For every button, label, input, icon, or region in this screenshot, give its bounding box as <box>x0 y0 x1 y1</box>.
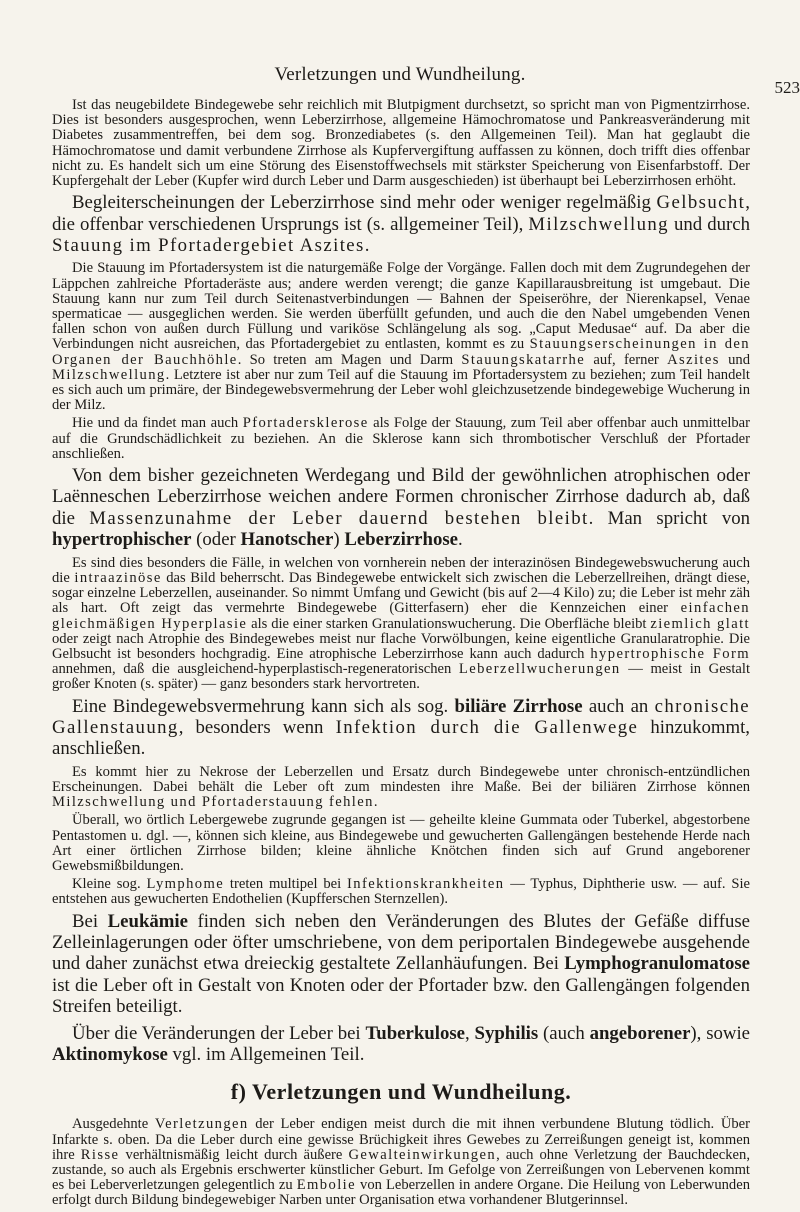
text-run: Bei <box>72 911 108 932</box>
spaced-emphasis: intraazinöse <box>74 570 161 586</box>
spaced-emphasis: ziemlich glatt <box>650 616 750 632</box>
paragraph <box>52 765 750 811</box>
text-run: (oder <box>191 529 240 550</box>
bold-term: Hanotscher <box>241 529 334 550</box>
text-run: Eine Bindegewebsvermehrung kann sich als sog. <box>72 696 455 717</box>
bold-term: Tuberkulose <box>365 1023 465 1044</box>
text-run: — meist in Gestalt großer Knoten (s. später) — ganz besonders stark hervortreten. <box>52 661 750 692</box>
text-run: annehmen, daß die ausgleichend-hyperplastisch-regeneratorischen <box>52 661 459 677</box>
bold-term: Syphilis <box>475 1023 539 1044</box>
text-run: Hie und da findet man auch <box>72 415 243 431</box>
text-run: . <box>374 794 378 810</box>
text-run: oder zeigt nach Atrophie des Bindegewebes meist nur flache Vorwölbungen, keine eigentliche Granularatrophie. Die Gelbsucht ist besonders hochgradig. Eine atrophische Leberzirrhose kann auch dadurch <box>52 631 750 662</box>
text-run: Begleiterscheinungen der Leberzirrhose sind mehr oder weniger regelmäßig <box>72 192 657 213</box>
text-run: auf, ferner <box>585 352 667 368</box>
spaced-emphasis: einfachen gleichmäßigen Hyperplasie <box>52 600 750 631</box>
paragraph <box>52 465 750 551</box>
text-run: vgl. im Allgemeinen Teil. <box>168 1044 365 1065</box>
text-run: als Folge der Stauung, zum Teil aber offenbar auch unmittelbar auf die Grundschädlichkeit zu beziehen. An die Sklerose kann sich thrombotischer Verschluß der Pfortader anschließen. <box>52 415 750 461</box>
text-run: Von dem bisher gezeichneten Werdegang und Bild der gewöhnlichen atrophischen oder Laënneschen Leberzirrhose weichen andere Formen chronischer Zirrhose dadurch ab, daß die <box>52 465 750 529</box>
spaced-emphasis: Risse <box>81 1147 120 1163</box>
spaced-emphasis: Lymphome <box>146 876 224 892</box>
main-text <box>52 98 750 1065</box>
text-run: als die einer starken Granulationswucherung. Die Oberfläche bleibt <box>247 616 650 632</box>
spaced-emphasis: Embolie <box>297 1177 356 1193</box>
spaced-emphasis: Aszites <box>667 352 720 368</box>
spaced-emphasis: Stauungskatarrhe <box>461 352 585 368</box>
text-run: — Typhus, Diphtherie usw. — auf. Sie entstehen aus gewucherten Endothelien (Kupfferschen Sternzellen). <box>52 876 750 907</box>
text-run: Es sind dies besonders die Fälle, in welchen von vornherein neben der interazinösen Bindegewebswucherung auch die <box>52 555 750 586</box>
bold-term: hypertrophischer <box>52 529 191 550</box>
text-run: Die Stauung im Pfortadersystem ist die naturgemäße Folge der Vorgänge. Fallen doch mit dem Zugrundegehen der Läppchen zahlreiche Pfortaderäste aus; andere werden verengt; die ganze Kapillarausbreitung ist umgebaut. Die Stauung kann nur zum Teil durch Seitenastverbindungen — Bahnen der Speiseröhre, der Nierenkapsel, Venae spermaticae — ausgeglichen werden. Sie werden überfüllt gefunden, und auch die den Nabel umgebenden Venen fallen schon von außen durch Füllung und variköse Schlängelung als sog. „Caput Medusae“ auf. Da aber die Verbindungen nicht ausreichen, das Pfortadergebiet zu entlasten, kommt es zu <box>52 260 750 352</box>
paragraph <box>52 98 750 189</box>
text-run: verhältnismäßig leicht durch äußere <box>119 1147 348 1163</box>
text-run: . So treten am Magen und Darm <box>238 352 462 368</box>
text-run: hinzukommt, anschließen. <box>52 717 750 759</box>
paragraph <box>52 556 750 693</box>
text-run: Über die Veränderungen der Leber bei <box>72 1023 365 1044</box>
text-run: , besonders wenn <box>179 717 336 738</box>
text-run: . Man spricht von <box>589 508 750 529</box>
text-run: (auch <box>538 1023 589 1044</box>
text-run: finden sich neben den Veränderungen des Blutes der Gefäße diffuse Zelleinlagerungen oder öfter umschriebene, von dem periportalen Bindegewebe ausgehende und daher zunächst etwa dreieckig gestaltete Zellanhäufungen. Bei <box>52 911 750 975</box>
spaced-emphasis: Gewalteinwirkungen <box>348 1147 496 1163</box>
text-run: . <box>458 529 463 550</box>
text-run: Kleine sog. <box>72 876 146 892</box>
text-run: , die offenbar verschiedenen Ursprungs ist (s. allgemeiner Teil), <box>52 192 750 234</box>
spaced-emphasis: Infektionskrankheiten <box>347 876 504 892</box>
spaced-emphasis: Massenzunahme der Leber dauernd bestehen bleibt <box>89 508 588 529</box>
text-run: ist die Leber oft in Gestalt von Knoten oder der Pfortader bzw. den Gallengängen folgenden Streifen beteiligt. <box>52 975 750 1017</box>
text-run: treten multipel bei <box>224 876 347 892</box>
paragraph <box>52 1117 750 1208</box>
paragraph <box>52 192 750 256</box>
text-run: das Bild beherrscht. Das Bindegewebe entwickelt sich zwischen die Leberzellreihen, drängt diese, sogar einzelne Leberzellen, auseinander. So nimmt Umfang und Gewicht (bis auf 2—4 Kilo) zu; die Leber ist mehr zäh als hart. Oft zeigt das vermehrte Bindegewebe (Gitterfasern) eher die Kennzeichen einer <box>52 570 750 616</box>
text-run: ) <box>333 529 344 550</box>
page-number: 523 <box>775 78 800 98</box>
text-run: Es kommt hier zu Nekrose der Leberzellen und Ersatz durch Bindegewebe unter chronisch-entzündlichen Erscheinungen. Dabei behält die Leber oft zum mindesten ihre Maße. Bei der biliären Zirrhose können <box>52 764 750 795</box>
text-run: Überall, wo örtlich Lebergewebe zugrunde gegangen ist — geheilte kleine Gummata oder Tuberkel, abgestorbene Pentastomen u. dgl. —, können sich kleine, aus Bindegewebe und gewucherten Gallengängen bestehende Herde nach Art einer örtlichen Zirrhose bilden; kleine ähnliche Knötchen finden sich auf Grund angeborener Gewebsmißbildungen. <box>52 812 750 874</box>
spaced-emphasis: Leberzellwucherungen <box>459 661 621 677</box>
bold-term: biliäre Zirrhose <box>455 696 583 717</box>
paragraph <box>52 813 750 874</box>
paragraph <box>52 416 750 462</box>
paragraph <box>52 911 750 1018</box>
paragraph <box>52 696 750 760</box>
text-run: von Leberzellen in andere Organe. Die Heilung von Leberwunden erfolgt durch Bildung bindegewebiger Narben unter Organisation etwa vorhandener Blutgerinnsel. <box>52 1177 750 1208</box>
paragraph <box>52 1023 750 1066</box>
paragraph <box>52 877 750 907</box>
spaced-emphasis: chronische Gallenstauung <box>52 696 750 738</box>
spaced-emphasis: Milzschwellung <box>52 367 166 383</box>
text-run: auch an <box>583 696 655 717</box>
spaced-emphasis: Stauung im Pfortadergebiet Aszites <box>52 235 365 256</box>
spaced-emphasis: Milzschwellung <box>528 214 669 235</box>
text-run: Ausgedehnte <box>72 1116 155 1132</box>
text-run: und durch <box>669 214 750 235</box>
page-body <box>52 98 750 1212</box>
spaced-emphasis: hypertrophische Form <box>590 646 750 662</box>
bold-term: Lymphogranulomatose <box>564 953 750 974</box>
bold-term: Leukämie <box>108 911 188 932</box>
text-run: , <box>465 1023 475 1044</box>
text-run: der Leber endigen meist durch die mit ihnen verbundene Blutung tödlich. Über Infarkte s. oben. Da die Leber durch eine gewisse Brüchigkeit ihres Gewebes zu Zerreißungen geneigt ist, kommen ihre <box>52 1116 750 1162</box>
spaced-emphasis: Milzschwellung und Pfortaderstauung fehlen <box>52 794 374 810</box>
bold-term: angeborener <box>590 1023 691 1044</box>
spaced-emphasis: Verletzungen <box>155 1116 249 1132</box>
spaced-emphasis: Pfortadersklerose <box>243 415 369 431</box>
text-run: . <box>365 235 370 256</box>
text-run: . Letztere ist aber nur zum Teil auf die Stauung im Pfortadersystem zu beziehen; zum Teil handelt es sich auch um primäre, der Bindegewebsvermehrung der Leber wohl gleichzusetzende bindegewebige Wucherung in der Milz. <box>52 367 750 413</box>
section-title: f) Verletzungen und Wundheilung. <box>52 1079 750 1105</box>
section-text <box>52 1117 750 1208</box>
text-run: , auch ohne Verletzung der Bauchdecken, zustande, so auch als Ergebnis erschwerter künstlicher Geburt. Im Gefolge von Zerreißungen von Lebervenen kommt es bei Leberverletzungen gelegentlich zu <box>52 1147 750 1193</box>
spaced-emphasis: Gelbsucht <box>657 192 746 213</box>
spaced-emphasis: Stauungserscheinungen in den Organen der Bauchhöhle <box>52 336 750 367</box>
spaced-emphasis: Infektion durch die Gallenwege <box>336 717 639 738</box>
paragraph <box>52 261 750 413</box>
running-title: Verletzungen und Wundheilung. <box>0 64 800 86</box>
bold-term: Aktinomykose <box>52 1044 168 1065</box>
text-run: Ist das neugebildete Bindegewebe sehr reichlich mit Blutpigment durchsetzt, so spricht man von Pigmentzirrhose. Dies ist besonders ausgesprochen, wenn Leberzirrhose, allgemeine Hämochromatose und Pankreasveränderung mit Diabetes zusammentreffen, bei dem sog. Bronzediabetes (s. den Allgemeinen Teil). Man hat geglaubt die Hämochromatose und damit verbundene Zirrhose als Kupfervergiftung auffassen zu können, doch trifft dies offenbar nicht zu. Es handelt sich um eine Störung des Eisenstoffwechsels mit stärkster Speicherung von Eisenfarbstoff. Der Kupfergehalt der Leber (Kupfer wird durch Leber und Darm ausgeschieden) ist überhaupt bei Leberzirrhosen erhöht. <box>52 97 750 189</box>
bold-term: Leberzirrhose <box>344 529 458 550</box>
text-run: und <box>720 352 750 368</box>
text-run: ), sowie <box>690 1023 750 1044</box>
